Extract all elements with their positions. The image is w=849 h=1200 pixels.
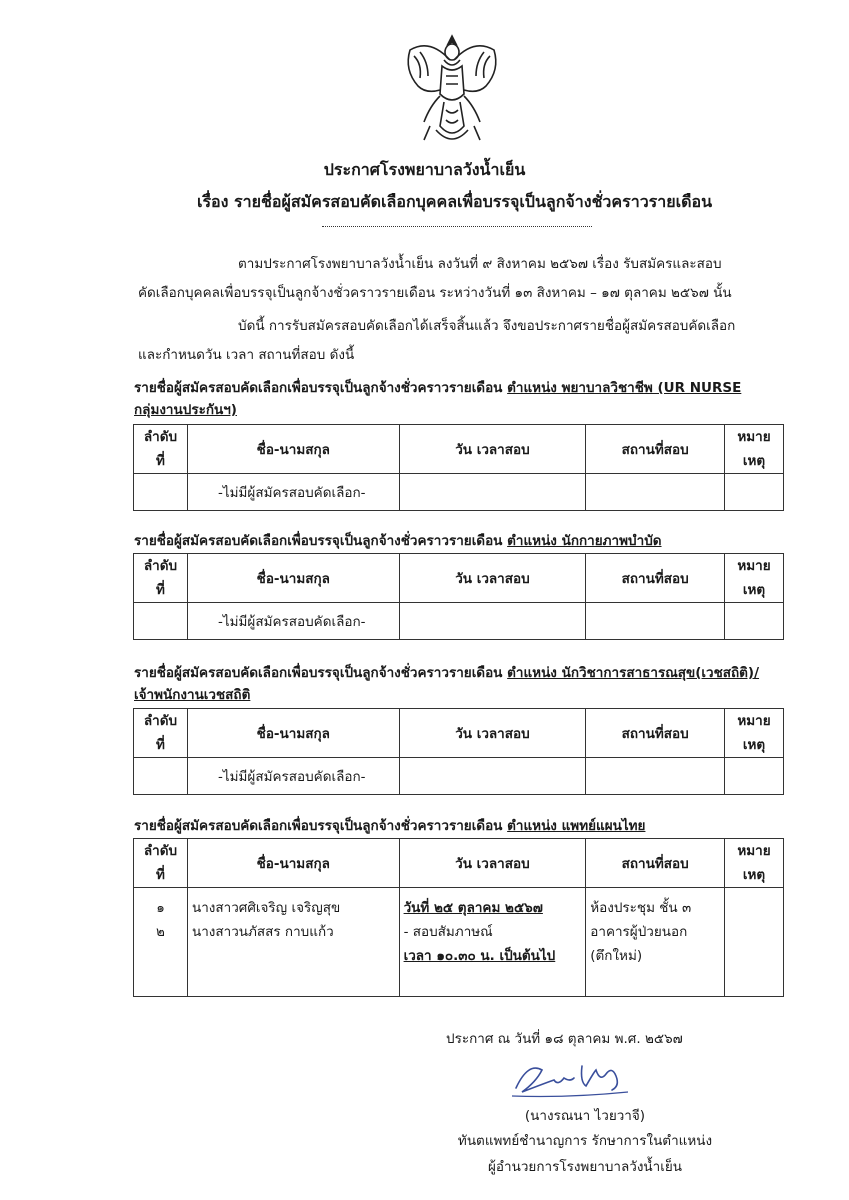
header-name: ชื่อ-นามสกุล xyxy=(187,709,399,758)
header-datetime: วัน เวลาสอบ xyxy=(399,554,586,603)
section-position: ตำแหน่ง นักกายภาพบำบัด xyxy=(507,533,662,549)
section-heading-medical-statistics xyxy=(134,662,784,706)
header-remark: หมาย เหตุ xyxy=(725,425,784,474)
table-header-row xyxy=(134,554,784,603)
candidate-table-medical-statistics xyxy=(133,708,784,795)
candidate-table-physiotherapist xyxy=(133,553,784,640)
exam-place: ห้องประชุม ชั้น ๓ อาคารผู้ป่วยนอก (ตึกใหม่) xyxy=(586,888,725,997)
header-no: ลำดับ ที่ xyxy=(134,709,188,758)
header-name: ชื่อ-นามสกุล xyxy=(187,554,399,603)
header-place: สถานที่สอบ xyxy=(586,425,725,474)
section-position: ตำแหน่ง พยาบาลวิชาชีพ (UR NURSE xyxy=(507,380,742,396)
header-no: ลำดับ ที่ xyxy=(134,425,188,474)
exam-time: เวลา ๑๐.๓๐ น. เป็นต้นไป xyxy=(403,948,556,964)
intro-paragraph-2 xyxy=(138,312,778,370)
table-row xyxy=(134,888,784,997)
title-divider xyxy=(322,222,592,227)
header-remark: หมาย เหตุ xyxy=(725,554,784,603)
table-row xyxy=(134,758,784,795)
candidate-names xyxy=(187,888,399,997)
section-prefix: รายชื่อผู้สมัครสอบคัดเลือกเพื่อบรรจุเป็นลูกจ้างชั่วคราวรายเดือน xyxy=(134,665,508,681)
header-datetime: วัน เวลาสอบ xyxy=(399,709,586,758)
header-name: ชื่อ-นามสกุล xyxy=(187,425,399,474)
signer-name: (นางรณนา ไวยวาจี) xyxy=(524,1108,646,1124)
section-position: ตำแหน่ง แพทย์แผนไทย xyxy=(507,818,646,834)
header-remark: หมาย เหตุ xyxy=(725,839,784,888)
no-candidate-text: -ไม่มีผู้สมัครสอบคัดเลือก- xyxy=(187,758,399,795)
candidate-name: นางสาวนภัสสร กาบแก้ว xyxy=(191,924,334,940)
header-place: สถานที่สอบ xyxy=(586,554,725,603)
announce-date: ประกาศ ณ วันที่ ๑๘ ตุลาคม พ.ศ. ๒๕๖๗ xyxy=(446,1031,683,1047)
candidate-name: นางสาวศศิเจริญ เจริญสุข xyxy=(191,900,341,916)
candidate-table-thai-traditional-doctor xyxy=(133,838,784,997)
intro-line-1a: ตามประกาศโรงพยาบาลวังน้ำเย็น ลงวันที่ ๙ สิงหาคม ๒๕๖๗ เรื่อง รับสมัครและสอบ xyxy=(238,256,722,272)
candidate-numbers: ๑ ๒ xyxy=(134,888,188,997)
table-row xyxy=(134,474,784,511)
intro-line-2b: และกำหนดวัน เวลา สถานที่สอบ ดังนี้ xyxy=(138,347,355,363)
header-no: ลำดับ ที่ xyxy=(134,554,188,603)
exam-datetime xyxy=(399,888,586,997)
section-prefix: รายชื่อผู้สมัครสอบคัดเลือกเพื่อบรรจุเป็นลูกจ้างชั่วคราวรายเดือน xyxy=(134,533,508,549)
remark-cell xyxy=(725,888,784,997)
no-candidate-text: -ไม่มีผู้สมัครสอบคัดเลือก- xyxy=(187,474,399,511)
table-header-row xyxy=(134,709,784,758)
document-title: ประกาศโรงพยาบาลวังน้ำเย็น xyxy=(323,160,526,179)
header-datetime: วัน เวลาสอบ xyxy=(399,839,586,888)
signature-icon xyxy=(508,1052,638,1102)
intro-line-2a: บัดนี้ การรับสมัครสอบคัดเลือกได้เสร็จสิ้นแล้ว จึงขอประกาศรายชื่อผู้สมัครสอบคัดเลือก xyxy=(238,318,736,334)
section-heading-ur-nurse xyxy=(134,377,784,421)
section-position-cont: กลุ่มงานประกันฯ) xyxy=(134,402,237,418)
garuda-emblem-icon xyxy=(400,30,504,148)
table-header-row xyxy=(134,425,784,474)
no-candidate-text: -ไม่มีผู้สมัครสอบคัดเลือก- xyxy=(187,603,399,640)
candidate-table-ur-nurse xyxy=(133,424,784,511)
intro-line-1b: คัดเลือกบุคคลเพื่อบรรจุเป็นลูกจ้างชั่วคราวรายเดือน ระหว่างวันที่ ๑๓ สิงหาคม – ๑๗ ตุลาคม ๒๕๖๗ นั้น xyxy=(138,285,732,301)
header-no: ลำดับ ที่ xyxy=(134,839,188,888)
section-heading-thai-traditional-doctor xyxy=(134,815,784,837)
exam-type: - สอบสัมภาษณ์ xyxy=(403,924,493,940)
section-heading-physiotherapist xyxy=(134,530,784,552)
header-place: สถานที่สอบ xyxy=(586,709,725,758)
section-position: ตำแหน่ง นักวิชาการสาธารณสุข(เวชสถิติ)/ xyxy=(507,665,760,681)
section-prefix: รายชื่อผู้สมัครสอบคัดเลือกเพื่อบรรจุเป็นลูกจ้างชั่วคราวรายเดือน xyxy=(134,818,508,834)
exam-date: วันที่ ๒๕ ตุลาคม ๒๕๖๗ xyxy=(403,900,543,916)
header-place: สถานที่สอบ xyxy=(586,839,725,888)
header-remark: หมาย เหตุ xyxy=(725,709,784,758)
table-row xyxy=(134,603,784,640)
signer-organization: ผู้อำนวยการโรงพยาบาลวังน้ำเย็น xyxy=(488,1159,682,1175)
section-prefix: รายชื่อผู้สมัครสอบคัดเลือกเพื่อบรรจุเป็นลูกจ้างชั่วคราวรายเดือน xyxy=(134,380,508,396)
section-position-cont: เจ้าพนักงานเวชสถิติ xyxy=(134,687,251,703)
signer-position: ทันตแพทย์ชำนาญการ รักษาการในตำแหน่ง xyxy=(457,1133,713,1149)
table-header-row xyxy=(134,839,784,888)
header-datetime: วัน เวลาสอบ xyxy=(399,425,586,474)
document-subject: เรื่อง รายชื่อผู้สมัครสอบคัดเลือกบุคคลเพื่อบรรจุเป็นลูกจ้างชั่วคราวรายเดือน xyxy=(196,192,713,211)
header-name: ชื่อ-นามสกุล xyxy=(187,839,399,888)
intro-paragraph-1 xyxy=(138,250,778,308)
